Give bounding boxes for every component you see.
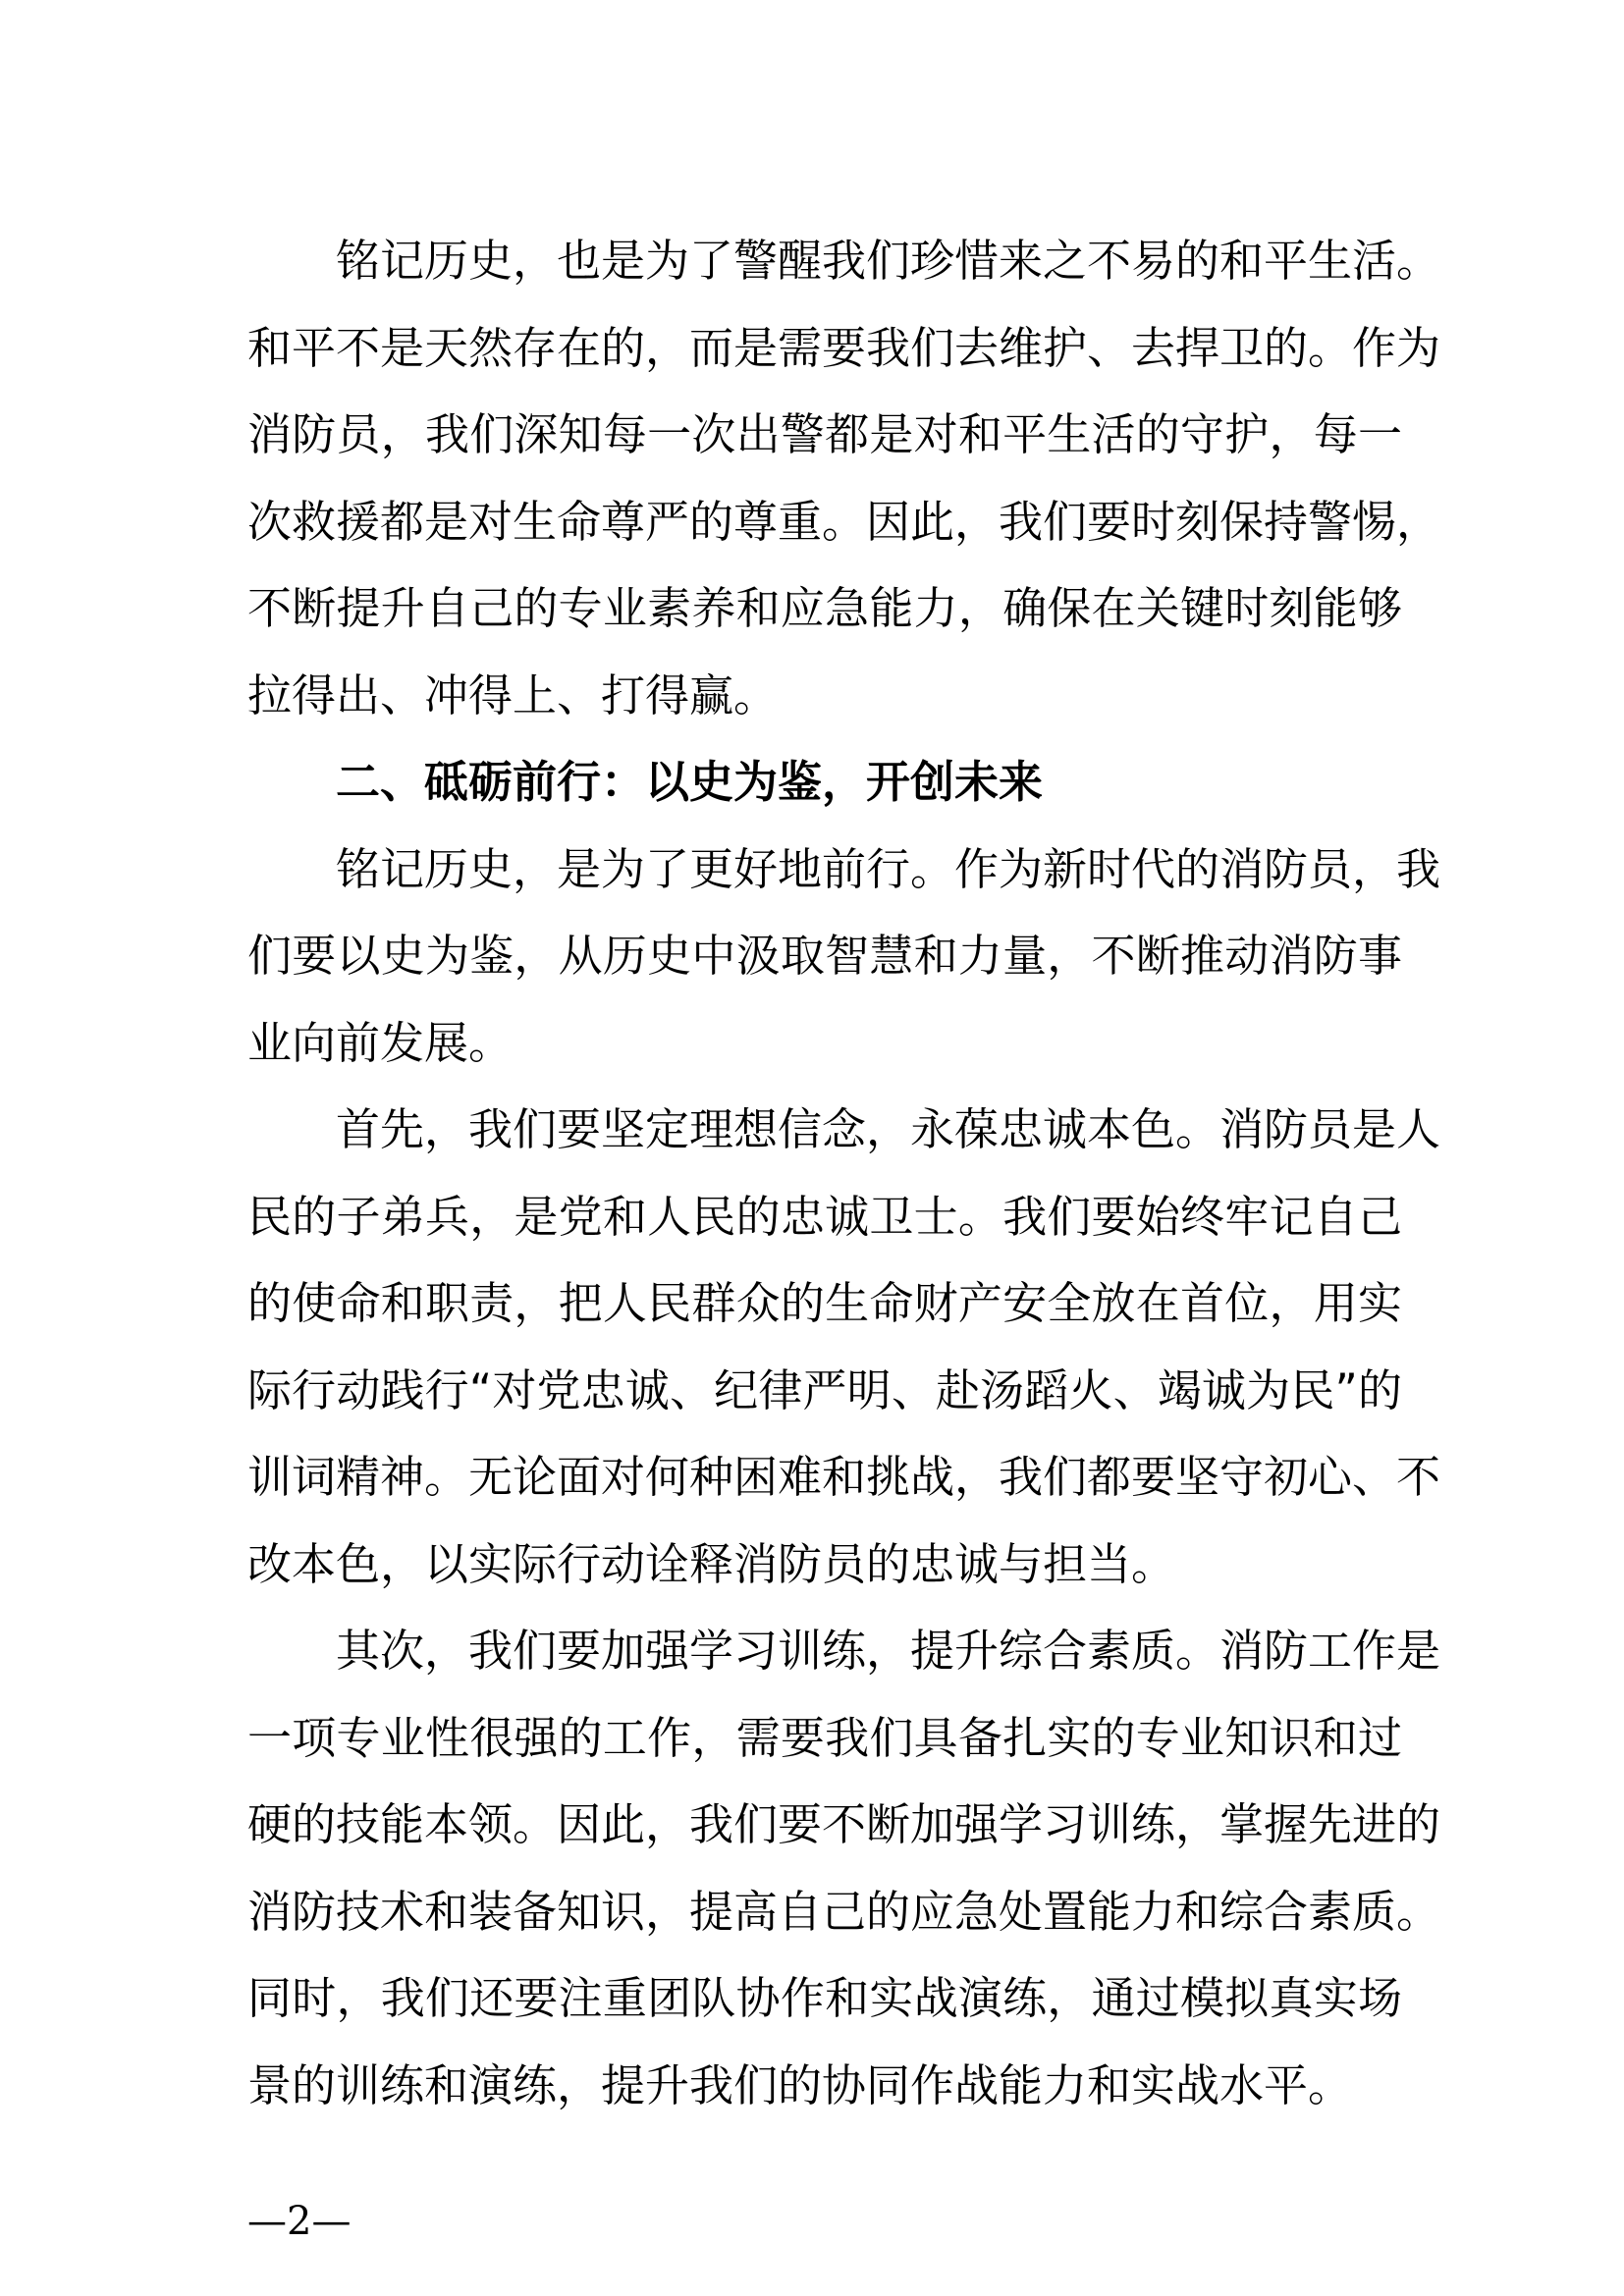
text-line: 景的训练和演练，提升我们的协同作战能力和实战水平。 [247,2058,1353,2111]
text-line: 铭记历史，是为了更好地前行。作为新时代的消防员，我 [336,842,1441,895]
paragraph [247,218,1441,739]
section-heading [247,739,1402,827]
text-line: 不断提升自己的专业素养和应急能力，确保在关键时刻能够 [247,582,1402,634]
text-line: 二、砥砺前行：以史为鉴，开创未来 [336,756,1044,808]
text-line: 们要以史为鉴，从历史中汲取智慧和力量，不断推动消防事 [247,930,1402,982]
text-line: 铭记历史，也是为了警醒我们珍惜来之不易的和平生活。 [336,235,1441,287]
text-line: 首先，我们要坚定理想信念，永葆忠诚本色。消防员是人 [336,1103,1441,1155]
text-line: 民的子弟兵，是党和人民的忠诚卫士。我们要始终牢记自己 [247,1190,1402,1243]
page-number: —2— [247,2199,352,2244]
text-line: 和平不是天然存在的，而是需要我们去维护、去捍卫的。作为 [247,321,1441,374]
text-line: 拉得出、冲得上、打得赢。 [247,668,779,721]
paragraph [247,1087,1441,1608]
paragraph [247,827,1441,1088]
text-line: 一项专业性很强的工作，需要我们具备扎实的专业知识和过 [247,1711,1402,1764]
text-line: 训词精神。无论面对何种困难和挑战，我们都要坚守初心、不 [247,1451,1441,1503]
text-line: 消防技术和装备知识，提高自己的应急处置能力和综合素质。 [247,1885,1441,1938]
text-line: 同时，我们还要注重团队协作和实战演练，通过模拟真实场 [247,1972,1402,2024]
text-line: 其次，我们要加强学习训练，提升综合素质。消防工作是 [336,1625,1441,1677]
document-body [247,218,1441,2129]
text-line: 际行动践行“对党忠诚、纪律严明、赴汤蹈火、竭诚为民”的 [247,1363,1402,1416]
text-line: 消防员，我们深知每一次出警都是对和平生活的守护，每一 [247,408,1402,460]
paragraph [247,1608,1441,2129]
text-line: 次救援都是对生命尊严的尊重。因此，我们要时刻保持警惕， [247,495,1441,548]
text-line: 业向前发展。 [247,1016,514,1069]
text-line: 的使命和职责，把人民群众的生命财产安全放在首位，用实 [247,1277,1402,1329]
text-line: 硬的技能本领。因此，我们要不断加强学习训练，掌握先进的 [247,1798,1441,1850]
text-line: 改本色，以实际行动诠释消防员的忠诚与担当。 [247,1537,1176,1590]
